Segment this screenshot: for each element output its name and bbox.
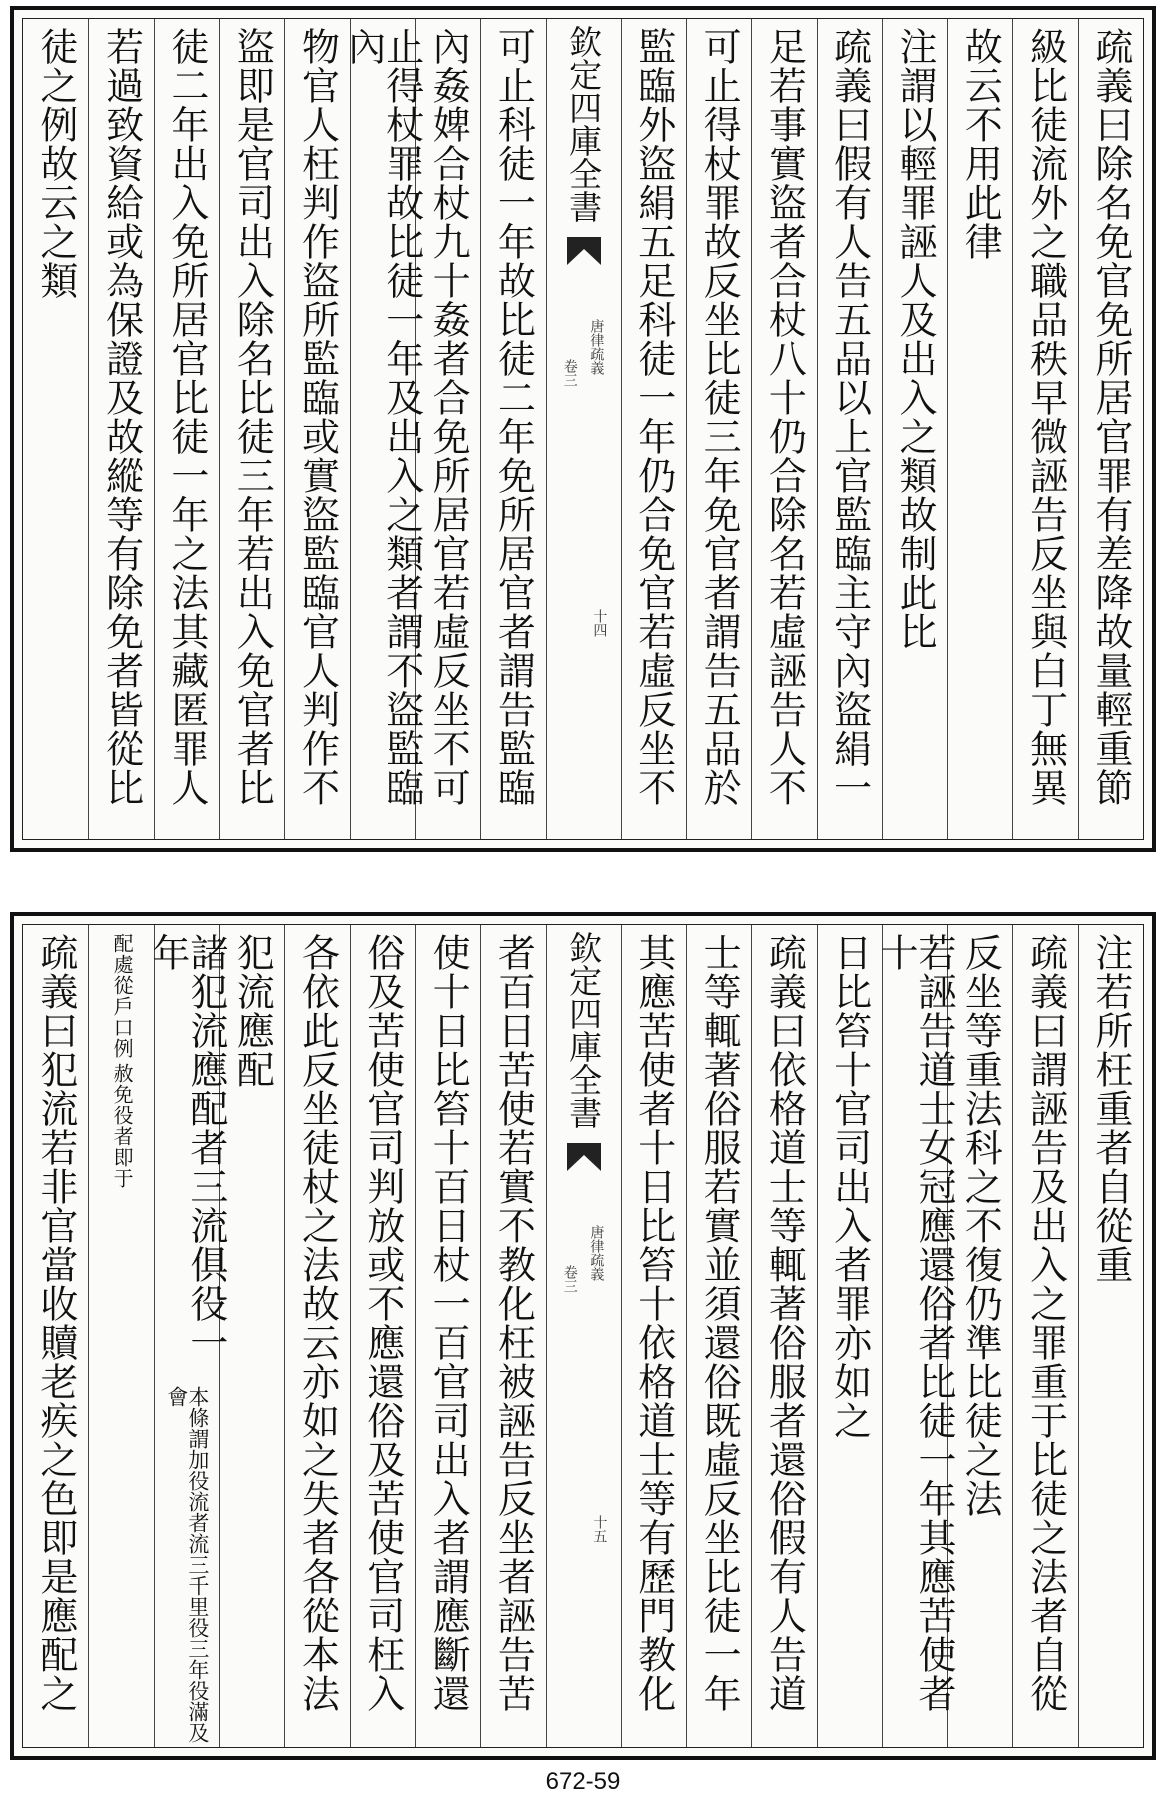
- text-column: [23, 925, 88, 1747]
- text-column: [284, 19, 349, 839]
- column-text: 其應苦使者十日比笞十依格道士等有歷門教化: [631, 933, 676, 1713]
- column-text: 疏義曰依格道士等輒著俗服者還俗假有人告道: [762, 933, 807, 1713]
- column-text: 足若事實盜者合杖八十仍合除名若虛誣告人不: [762, 27, 807, 807]
- column-text: 可止科徒一年故比徒二年免所居官者謂告監臨: [491, 27, 536, 807]
- volume-label: 卷三: [561, 1265, 578, 1293]
- collection-heading: 欽定四庫全書: [564, 25, 604, 223]
- column-text: 反坐等重法科之不復仍準比徒之法: [958, 933, 1003, 1518]
- text-column: [480, 925, 545, 1747]
- column-text: 者百日苦使若實不教化枉被誣告反坐者誣告苦: [491, 933, 536, 1713]
- text-column: [341, 19, 424, 839]
- text-column: [621, 19, 686, 839]
- text-column: [686, 925, 751, 1747]
- column-text: 疏義曰犯流若非官當收贖老疾之色即是應配之: [33, 933, 78, 1713]
- text-column: [817, 925, 882, 1747]
- collection-heading: 欽定四庫全書: [564, 931, 604, 1129]
- text-column: [751, 19, 816, 839]
- text-column: [817, 19, 882, 839]
- upper-page-frame: [22, 18, 1144, 840]
- text-column: [284, 925, 349, 1747]
- note-line: 配處從戶口例: [110, 933, 135, 1059]
- text-column: [23, 19, 88, 839]
- text-column: [1012, 19, 1077, 839]
- column-text: 內姦婢合杖九十姦者合免所居官若虛反坐不可: [426, 27, 471, 807]
- column-text: 疏義曰謂誣告及出入之罪重于比徒之法者自從: [1023, 933, 1068, 1713]
- column-text: 物官人枉判作盜所監臨或實盜監臨官人判作不: [295, 27, 340, 807]
- center-column: [546, 19, 621, 839]
- text-column: [751, 925, 816, 1747]
- column-text: 可止得杖罪故反坐比徒三年免官者謂告五品於: [697, 27, 742, 807]
- lower-page-columns: [23, 925, 1143, 1747]
- column-text: 級比徒流外之職品秩早微誣告反坐與白丁無異: [1023, 27, 1068, 807]
- inline-note: 本條謂加役流者流三千里役三年役滿及會: [164, 1385, 210, 1743]
- text-column: [350, 925, 415, 1747]
- text-column: [1078, 925, 1143, 1747]
- text-column: [686, 19, 751, 839]
- text-column: [882, 19, 947, 839]
- center-column: [546, 925, 621, 1747]
- fishtail-mark-icon: [567, 237, 601, 265]
- column-text: 注謂以輕罪誣人及出入之類故制此比: [892, 27, 937, 651]
- text-column: [154, 19, 219, 839]
- text-column: [947, 925, 1012, 1747]
- page-number: 672-59: [545, 1768, 621, 1795]
- statute-text: 諸犯流應配者三流俱役一年: [145, 933, 228, 1362]
- column-text: 止得杖罪故比徒一年及出入之類者謂不盜監臨內: [341, 27, 424, 807]
- book-title-label: 唐律疏義: [588, 1225, 605, 1281]
- text-column: [219, 925, 284, 1747]
- column-text: 注若所枉重者自從重: [1088, 933, 1133, 1284]
- lower-page: [10, 912, 1156, 1760]
- column-text: 使十日比笞十百日杖一百官司出入者謂應斷還: [426, 933, 471, 1713]
- column-text: 疏義曰假有人告五品以上官監臨主守內盜絹一: [827, 27, 872, 807]
- text-column: [415, 19, 480, 839]
- fishtail-mark-icon: [567, 1143, 601, 1171]
- text-column: [219, 19, 284, 839]
- column-text: 疏義曰除名免官免所居官罪有差降故量輕重節: [1088, 27, 1133, 807]
- column-text: 監臨外盜絹五足科徒一年仍合免官若虛反坐不: [631, 27, 676, 807]
- column-text: 盜即是官司出入除名比徒三年若出入免官者比: [230, 27, 275, 807]
- upper-page: [10, 6, 1156, 852]
- lower-page-frame: [22, 924, 1144, 1748]
- double-line-note: [110, 933, 135, 1189]
- text-column: [88, 19, 153, 839]
- column-text: 俗及苦使官司判放或不應還俗及苦使官司枉入: [360, 933, 405, 1713]
- column-text: 士等輒著俗服若實並須還俗既虛反坐比徒一年: [697, 933, 742, 1713]
- text-column: [480, 19, 545, 839]
- column-text: 日比笞十官司出入者罪亦如之: [827, 933, 872, 1440]
- statute-column: [145, 925, 228, 1747]
- text-column: [873, 925, 956, 1747]
- folio-number: 十五: [591, 1515, 608, 1543]
- upper-page-columns: [23, 19, 1143, 839]
- column-text: 各依此反坐徒杖之法故云亦如之失者各從本法: [295, 933, 340, 1713]
- column-text: 若誣告道士女冠應還俗者比徒一年其應苦使者十: [873, 933, 956, 1713]
- volume-label: 卷三: [561, 359, 578, 387]
- folio-number: 十四: [591, 609, 608, 637]
- text-column: [415, 925, 480, 1747]
- column-text: 故云不用此律: [958, 27, 1003, 261]
- text-column: [1078, 19, 1143, 839]
- column-text: 徒二年出入免所居官比徒一年之法其藏匿罪人: [164, 27, 209, 807]
- column-text: 犯流應配: [230, 933, 275, 1089]
- book-title-label: 唐律疏義: [588, 319, 605, 375]
- column-text: 若過致資給或為保證及故縱等有除免者皆從比: [99, 27, 144, 807]
- note-line: 赦免役者即于: [110, 1063, 135, 1189]
- text-column: [621, 925, 686, 1747]
- annotation-column: [88, 925, 153, 1747]
- column-text: 徒之例故云之類: [33, 27, 78, 300]
- text-column: [1012, 925, 1077, 1747]
- text-column: [947, 19, 1012, 839]
